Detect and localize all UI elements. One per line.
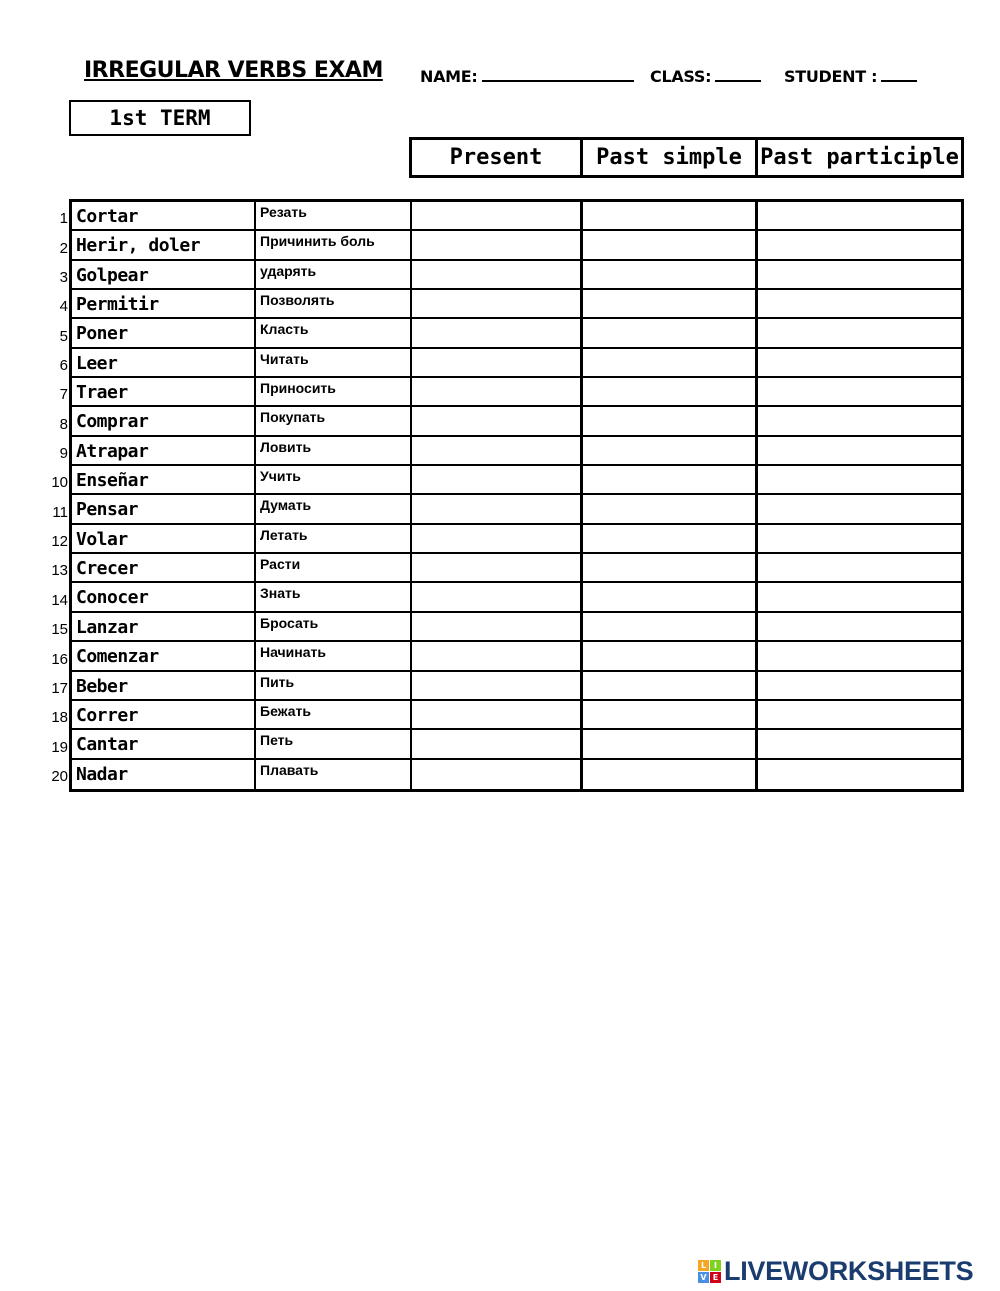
russian-translation: Расти [256,554,412,581]
present-header: Present [412,140,583,175]
past-simple-answer-cell[interactable] [583,349,758,376]
past-participle-answer-cell[interactable] [758,554,961,581]
russian-translation: Учить [256,466,412,493]
logo-letter: V [698,1272,709,1283]
russian-translation: Пить [256,672,412,699]
table-row [72,525,961,554]
spanish-verb: Permitir [72,290,256,317]
name-label: NAME: [420,67,478,86]
row-number: 14 [51,591,68,609]
present-answer-cell[interactable] [412,613,583,640]
student-field [784,64,917,86]
spanish-verb: Comprar [72,407,256,434]
table-row [72,466,961,495]
spanish-verb: Golpear [72,261,256,288]
past-simple-answer-cell[interactable] [583,642,758,669]
liveworksheets-logo-icon [698,1260,721,1283]
table-row [72,760,961,789]
past-participle-answer-cell[interactable] [758,495,961,522]
past-participle-answer-cell[interactable] [758,261,961,288]
name-blank[interactable] [482,64,634,82]
row-number: 4 [59,298,68,316]
past-participle-answer-cell[interactable] [758,231,961,258]
past-simple-answer-cell[interactable] [583,583,758,610]
past-simple-answer-cell[interactable] [583,672,758,699]
row-number: 2 [59,239,68,257]
russian-translation: Бежать [256,701,412,728]
past-simple-header: Past simple [583,140,758,175]
spanish-verb: Volar [72,525,256,552]
present-answer-cell[interactable] [412,672,583,699]
row-number: 9 [59,445,68,463]
class-field [650,64,761,86]
row-number: 13 [51,562,68,580]
russian-translation: Плавать [256,760,412,789]
present-answer-cell[interactable] [412,378,583,405]
past-simple-answer-cell[interactable] [583,202,758,229]
table-row [72,290,961,319]
table-row [72,437,961,466]
past-participle-answer-cell[interactable] [758,407,961,434]
past-participle-answer-cell[interactable] [758,701,961,728]
present-answer-cell[interactable] [412,554,583,581]
exam-title: IRREGULAR VERBS EXAM [84,58,383,83]
logo-letter: E [710,1272,721,1283]
russian-translation: Позволять [256,290,412,317]
past-simple-answer-cell[interactable] [583,378,758,405]
present-answer-cell[interactable] [412,525,583,552]
russian-translation: Приносить [256,378,412,405]
present-answer-cell[interactable] [412,701,583,728]
spanish-verb: Crecer [72,554,256,581]
table-row [72,730,961,759]
spanish-verb: Nadar [72,760,256,789]
row-number: 18 [51,709,68,727]
past-simple-answer-cell[interactable] [583,701,758,728]
past-participle-answer-cell[interactable] [758,583,961,610]
verb-table [69,199,964,792]
present-answer-cell[interactable] [412,730,583,757]
table-row [72,407,961,436]
row-number: 10 [51,474,68,492]
past-simple-answer-cell[interactable] [583,407,758,434]
table-row [72,613,961,642]
table-row [72,554,961,583]
table-row [72,231,961,260]
row-number: 11 [52,503,68,521]
past-participle-answer-cell[interactable] [758,378,961,405]
spanish-verb: Cantar [72,730,256,757]
present-answer-cell[interactable] [412,231,583,258]
row-number: 1 [59,210,68,228]
row-number: 6 [59,357,68,375]
row-number: 15 [51,621,68,639]
present-answer-cell[interactable] [412,202,583,229]
russian-translation: Знать [256,583,412,610]
table-row [72,378,961,407]
russian-translation: Читать [256,349,412,376]
brand-text: LIVEWORKSHEETS [724,1255,974,1286]
spanish-verb: Enseñar [72,466,256,493]
past-simple-answer-cell[interactable] [583,437,758,464]
class-blank[interactable] [715,64,761,82]
liveworksheets-brand [698,1256,973,1286]
table-row [72,495,961,524]
past-simple-answer-cell[interactable] [583,525,758,552]
russian-translation: Думать [256,495,412,522]
class-label: CLASS: [650,67,712,86]
present-answer-cell[interactable] [412,407,583,434]
present-answer-cell[interactable] [412,290,583,317]
row-number: 20 [51,767,68,785]
past-participle-answer-cell[interactable] [758,672,961,699]
name-field [420,64,634,86]
logo-letter: I [710,1260,721,1271]
student-blank[interactable] [881,64,917,82]
past-participle-answer-cell[interactable] [758,525,961,552]
student-label: STUDENT : [784,67,878,86]
past-simple-answer-cell[interactable] [583,730,758,757]
row-number: 5 [59,327,68,345]
russian-translation: Резать [256,202,412,229]
term-label: 1st TERM [69,100,251,136]
spanish-verb: Pensar [72,495,256,522]
present-answer-cell[interactable] [412,642,583,669]
past-participle-answer-cell[interactable] [758,466,961,493]
present-answer-cell[interactable] [412,261,583,288]
table-row [72,202,961,231]
table-row [72,642,961,671]
present-answer-cell[interactable] [412,760,583,789]
present-answer-cell[interactable] [412,466,583,493]
spanish-verb: Correr [72,701,256,728]
past-simple-answer-cell[interactable] [583,466,758,493]
present-answer-cell[interactable] [412,319,583,346]
past-participle-answer-cell[interactable] [758,730,961,757]
russian-translation: Бросать [256,613,412,640]
exam-header [84,58,964,92]
row-number: 3 [59,269,68,287]
past-participle-answer-cell[interactable] [758,290,961,317]
russian-translation: Причинить боль [256,231,412,258]
row-numbers [40,199,68,786]
table-row [72,701,961,730]
spanish-verb: Poner [72,319,256,346]
spanish-verb: Lanzar [72,613,256,640]
spanish-verb: Comenzar [72,642,256,669]
russian-translation: Покупать [256,407,412,434]
russian-translation: Петь [256,730,412,757]
russian-translation: Начинать [256,642,412,669]
past-participle-answer-cell[interactable] [758,349,961,376]
spanish-verb: Herir, doler [72,231,256,258]
past-simple-answer-cell[interactable] [583,290,758,317]
past-simple-answer-cell[interactable] [583,554,758,581]
table-row [72,261,961,290]
russian-translation: ударять [256,261,412,288]
row-number: 12 [51,533,68,551]
row-number: 8 [59,415,68,433]
past-participle-answer-cell[interactable] [758,437,961,464]
present-answer-cell[interactable] [412,437,583,464]
present-answer-cell[interactable] [412,349,583,376]
row-number: 17 [51,679,68,697]
column-headers [409,137,964,178]
row-number: 7 [59,386,68,404]
table-row [72,672,961,701]
spanish-verb: Cortar [72,202,256,229]
table-row [72,349,961,378]
past-participle-answer-cell[interactable] [758,642,961,669]
table-row [72,319,961,348]
past-simple-answer-cell[interactable] [583,319,758,346]
row-number: 19 [51,738,68,756]
row-number: 16 [51,650,68,668]
past-simple-answer-cell[interactable] [583,495,758,522]
spanish-verb: Conocer [72,583,256,610]
spanish-verb: Traer [72,378,256,405]
past-simple-answer-cell[interactable] [583,760,758,789]
past-simple-answer-cell[interactable] [583,231,758,258]
spanish-verb: Leer [72,349,256,376]
past-participle-answer-cell[interactable] [758,202,961,229]
russian-translation: Класть [256,319,412,346]
past-participle-answer-cell[interactable] [758,760,961,789]
present-answer-cell[interactable] [412,495,583,522]
past-simple-answer-cell[interactable] [583,613,758,640]
spanish-verb: Atrapar [72,437,256,464]
past-simple-answer-cell[interactable] [583,261,758,288]
spanish-verb: Beber [72,672,256,699]
present-answer-cell[interactable] [412,583,583,610]
past-participle-answer-cell[interactable] [758,319,961,346]
table-row [72,583,961,612]
past-participle-answer-cell[interactable] [758,613,961,640]
logo-letter: L [698,1260,709,1271]
russian-translation: Летать [256,525,412,552]
russian-translation: Ловить [256,437,412,464]
past-participle-header: Past participle [760,145,959,170]
